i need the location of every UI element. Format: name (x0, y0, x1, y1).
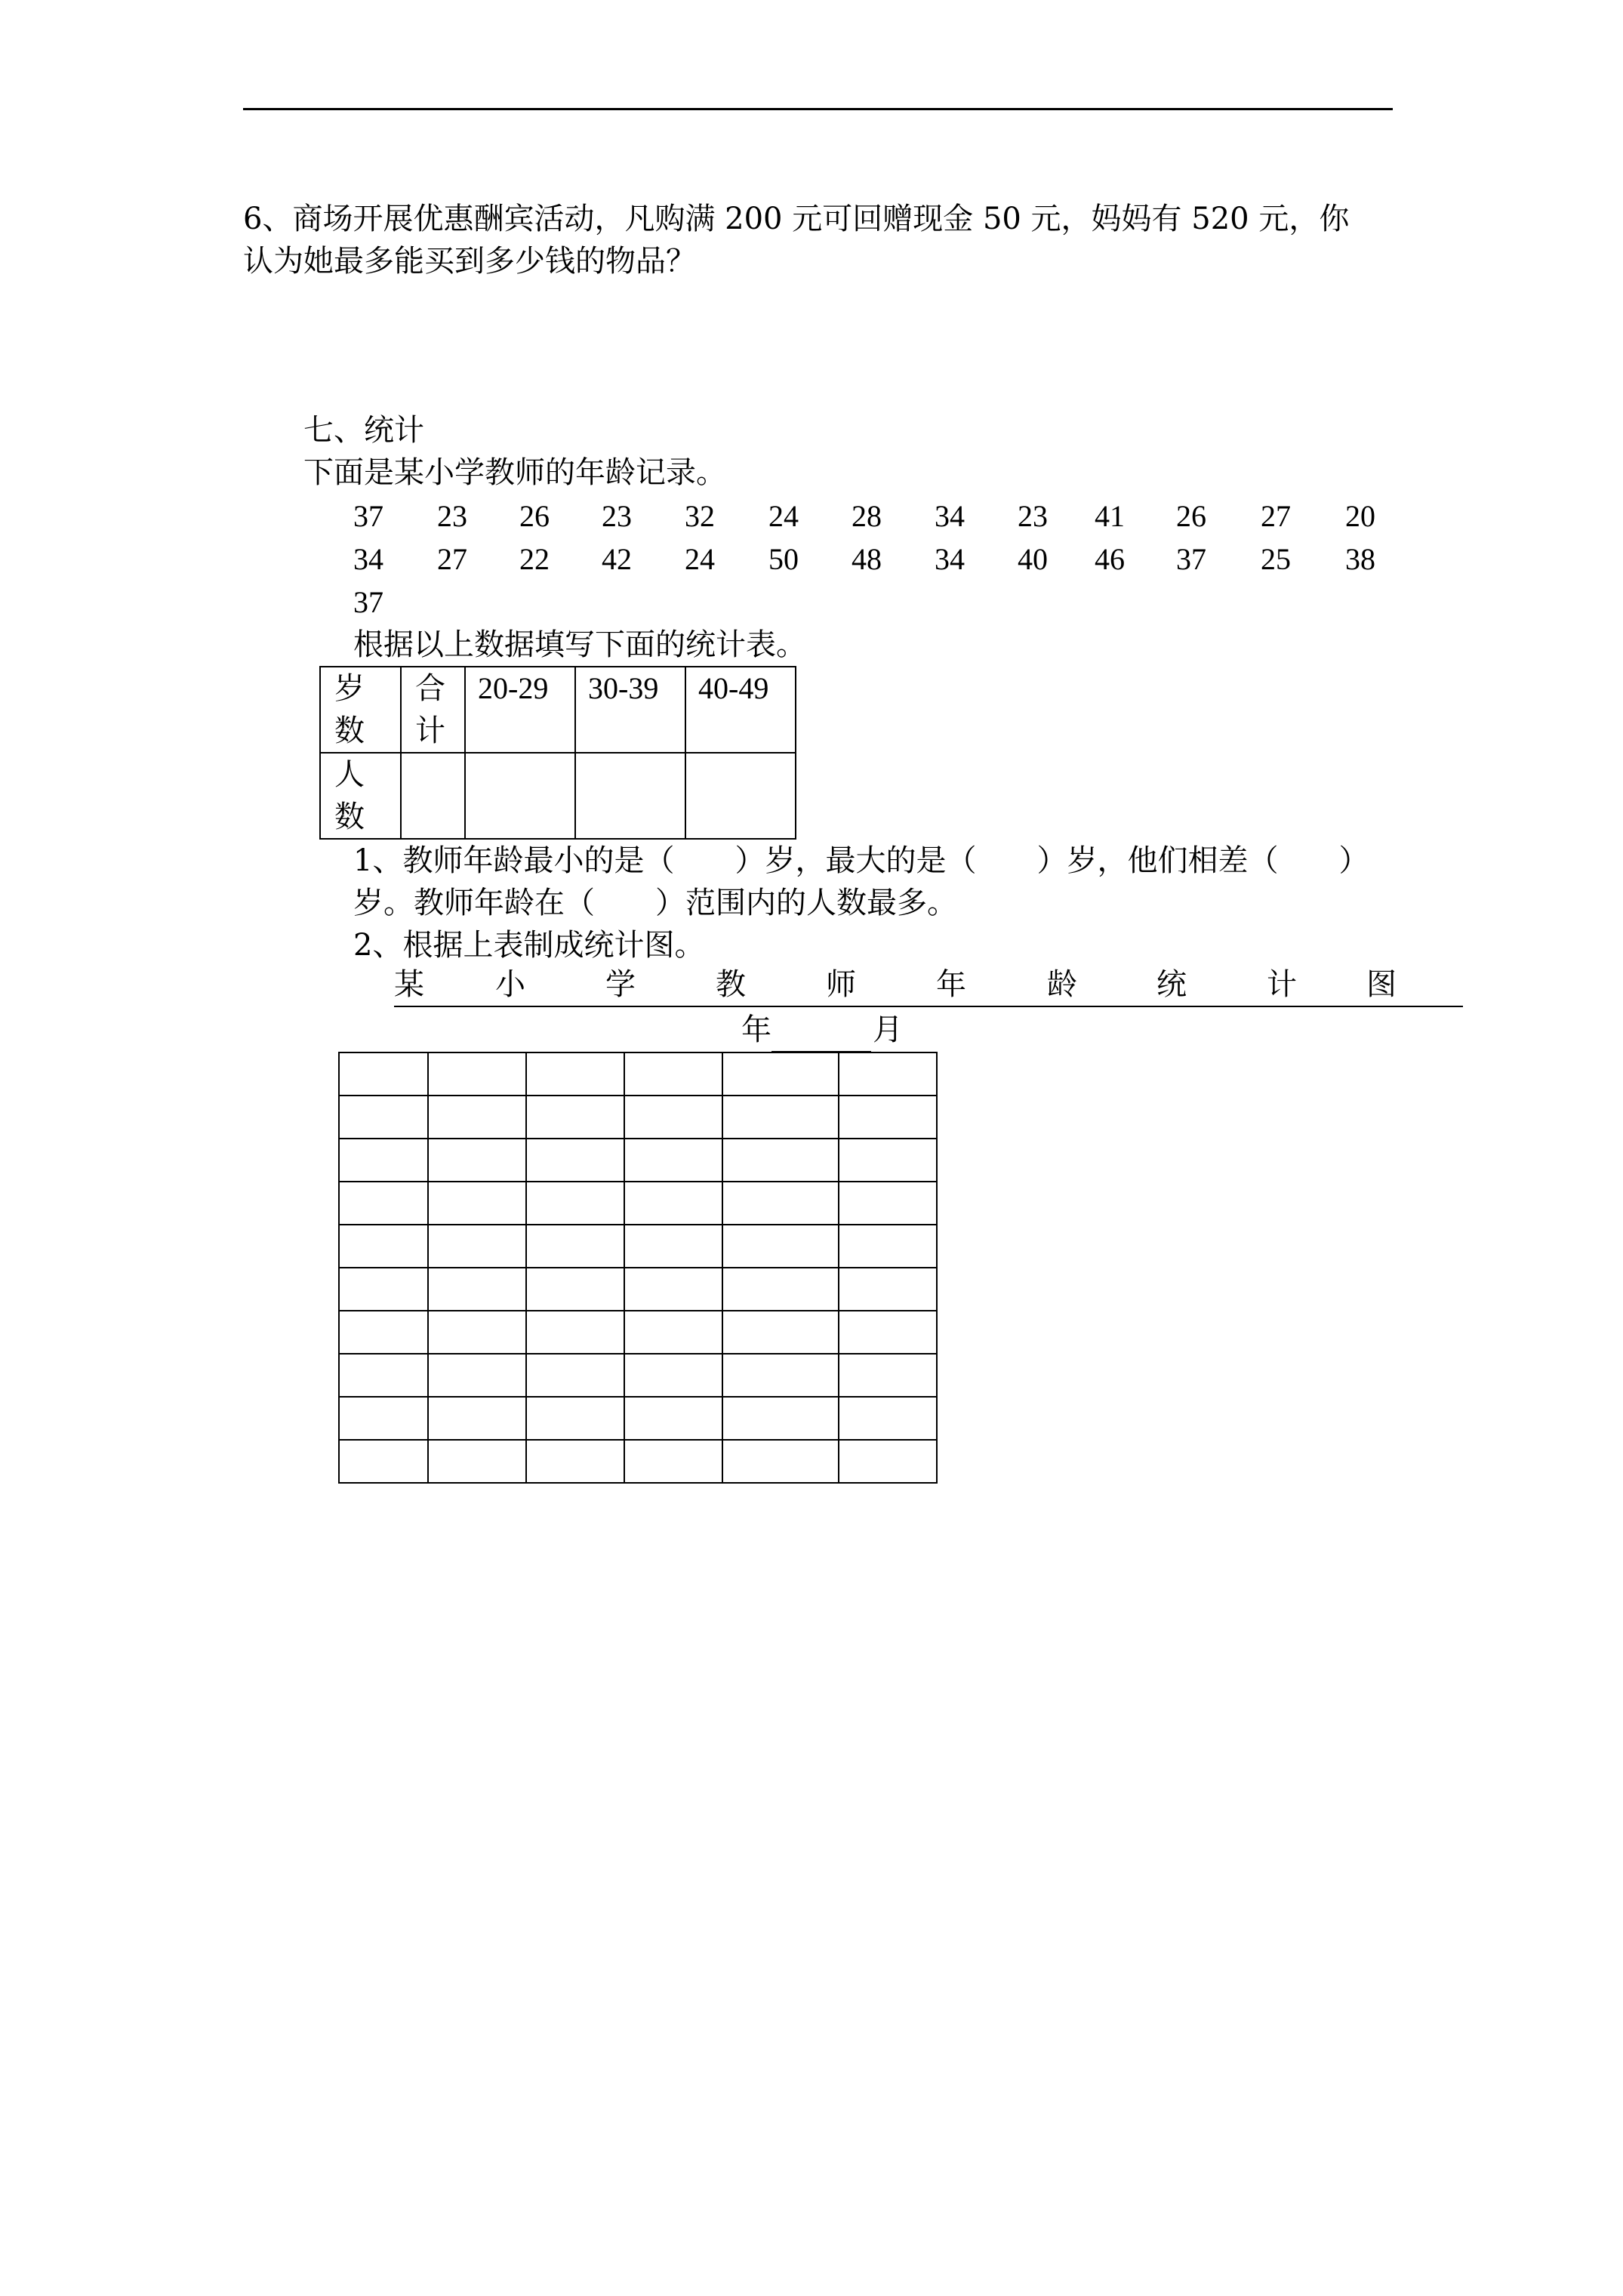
grid-cell[interactable] (624, 1139, 722, 1182)
header-rule (243, 108, 1393, 110)
age-value: 34 (353, 542, 383, 576)
row-label-ages (320, 667, 401, 753)
chart-title-char: 某 (394, 967, 424, 1002)
header-range-40-49: 40-49 (685, 667, 796, 753)
chart-title-char: 计 (1267, 967, 1297, 1002)
grid-cell[interactable] (839, 1096, 937, 1139)
grid-cell[interactable] (339, 1397, 428, 1440)
grid-cell[interactable] (722, 1139, 839, 1182)
grid-cell[interactable] (526, 1139, 624, 1182)
grid-cell[interactable] (428, 1096, 526, 1139)
header-range-30-39: 30-39 (575, 667, 685, 753)
grid-cell[interactable] (722, 1311, 839, 1354)
grid-cell[interactable] (624, 1182, 722, 1225)
grid-cell[interactable] (624, 1052, 722, 1096)
grid-cell[interactable] (339, 1225, 428, 1268)
grid-cell[interactable] (428, 1354, 526, 1397)
grid-cell[interactable] (428, 1268, 526, 1311)
age-value: 37 (353, 499, 383, 533)
age-value: 23 (602, 499, 632, 533)
grid-cell[interactable] (428, 1440, 526, 1483)
grid-cell[interactable] (722, 1052, 839, 1096)
age-value: 24 (685, 542, 715, 576)
age-value: 37 (1176, 542, 1206, 576)
age-value: 24 (768, 499, 799, 533)
grid-cell[interactable] (339, 1354, 428, 1397)
grid-cell[interactable] (624, 1354, 722, 1397)
grid-cell[interactable] (722, 1354, 839, 1397)
age-value: 40 (1018, 542, 1048, 576)
grid-cell[interactable] (526, 1225, 624, 1268)
grid-cell[interactable] (339, 1268, 428, 1311)
section-7-heading: 七、统计 (303, 413, 424, 448)
age-value: 48 (852, 542, 882, 576)
header-range-20-29: 20-29 (465, 667, 575, 753)
grid-cell[interactable] (722, 1268, 839, 1311)
age-value: 22 (519, 542, 550, 576)
grid-cell[interactable] (339, 1311, 428, 1354)
cell-count-30-39[interactable] (575, 753, 685, 839)
grid-cell[interactable] (526, 1397, 624, 1440)
grid-cell[interactable] (428, 1139, 526, 1182)
grid-cell[interactable] (339, 1052, 428, 1096)
grid-cell[interactable] (839, 1139, 937, 1182)
chart-title-char: 统 (1156, 967, 1187, 1002)
grid-cell[interactable] (722, 1440, 839, 1483)
grid-cell[interactable] (428, 1052, 526, 1096)
question-2: 2、根据上表制成统计图。 (353, 928, 705, 963)
statistics-table (319, 666, 796, 840)
grid-cell[interactable] (526, 1311, 624, 1354)
chart-title-char: 图 (1366, 967, 1397, 1002)
grid-cell[interactable] (722, 1096, 839, 1139)
chart-title-char: 年 (936, 967, 966, 1002)
grid-cell[interactable] (839, 1354, 937, 1397)
grid-cell[interactable] (839, 1182, 937, 1225)
row-label-count (320, 753, 401, 839)
grid-cell[interactable] (339, 1440, 428, 1483)
row-label-count-char: 数 (334, 800, 365, 834)
grid-cell[interactable] (624, 1096, 722, 1139)
grid-cell[interactable] (839, 1225, 937, 1268)
grid-cell[interactable] (624, 1397, 722, 1440)
age-value: 27 (1261, 499, 1291, 533)
age-value: 27 (437, 542, 467, 576)
question-1-line-2: 岁。教师年龄在（ ）范围内的人数最多。 (353, 886, 957, 920)
grid-cell[interactable] (428, 1182, 526, 1225)
grid-cell[interactable] (624, 1268, 722, 1311)
grid-cell[interactable] (526, 1440, 624, 1483)
grid-cell[interactable] (428, 1225, 526, 1268)
age-value: 37 (353, 585, 383, 619)
grid-cell[interactable] (839, 1311, 937, 1354)
chart-grid[interactable] (338, 1052, 938, 1484)
age-value: 42 (602, 542, 632, 576)
age-value: 32 (685, 499, 715, 533)
chart-title-char: 教 (716, 967, 746, 1002)
table-instruction: 根据以上数据填写下面的统计表。 (353, 627, 806, 662)
header-total (401, 667, 465, 753)
age-value: 50 (768, 542, 799, 576)
grid-cell[interactable] (722, 1397, 839, 1440)
age-value: 25 (1261, 542, 1291, 576)
header-total-char: 计 (415, 713, 445, 748)
chart-title-char: 学 (605, 967, 636, 1002)
grid-cell[interactable] (428, 1311, 526, 1354)
question-6-line-1: 6、商场开展优惠酬宾活动，凡购满 200 元可回赠现金 50 元，妈妈有 520 元，你 (243, 202, 1350, 236)
age-value: 23 (1018, 499, 1048, 533)
age-value: 26 (519, 499, 550, 533)
cell-total-count[interactable] (401, 753, 465, 839)
grid-cell[interactable] (624, 1311, 722, 1354)
row-label-count-char: 人 (334, 757, 365, 792)
header-total-char: 合 (415, 671, 445, 706)
grid-cell[interactable] (339, 1139, 428, 1182)
date-month-label: 月 (873, 1012, 903, 1047)
grid-cell[interactable] (839, 1397, 937, 1440)
age-value: 41 (1095, 499, 1125, 533)
row-label-ages-char: 数 (334, 713, 365, 748)
age-value: 34 (935, 542, 965, 576)
grid-cell[interactable] (339, 1182, 428, 1225)
age-value: 20 (1345, 499, 1375, 533)
row-label-ages-char: 岁 (334, 671, 365, 706)
age-value: 28 (852, 499, 882, 533)
question-6-line-2: 认为她最多能买到多少钱的物品？ (243, 244, 696, 279)
age-value: 46 (1095, 542, 1125, 576)
grid-cell[interactable] (722, 1182, 839, 1225)
date-year-label: 年 (741, 1012, 771, 1047)
grid-cell[interactable] (839, 1440, 937, 1483)
chart-title-char: 龄 (1047, 967, 1077, 1002)
section-7-intro: 下面是某小学教师的年龄记录。 (303, 455, 726, 490)
grid-cell[interactable] (526, 1096, 624, 1139)
grid-cell[interactable] (624, 1225, 722, 1268)
age-value: 34 (935, 499, 965, 533)
chart-title-underline (394, 1006, 1463, 1007)
grid-cell[interactable] (339, 1096, 428, 1139)
grid-cell[interactable] (526, 1182, 624, 1225)
grid-cell[interactable] (839, 1268, 937, 1311)
grid-cell[interactable] (526, 1354, 624, 1397)
grid-cell[interactable] (526, 1052, 624, 1096)
question-1-line-1: 1、教师年龄最小的是（ ）岁，最大的是（ ）岁，他们相差（ ） (353, 843, 1369, 878)
age-value: 38 (1345, 542, 1375, 576)
grid-cell[interactable] (839, 1052, 937, 1096)
grid-cell[interactable] (526, 1268, 624, 1311)
cell-count-20-29[interactable] (465, 753, 575, 839)
grid-cell[interactable] (624, 1440, 722, 1483)
chart-title-char: 小 (495, 967, 525, 1002)
grid-cell[interactable] (428, 1397, 526, 1440)
age-value: 26 (1176, 499, 1206, 533)
cell-count-40-49[interactable] (685, 753, 796, 839)
chart-title-char: 师 (826, 967, 856, 1002)
grid-cell[interactable] (722, 1225, 839, 1268)
age-value: 23 (437, 499, 467, 533)
